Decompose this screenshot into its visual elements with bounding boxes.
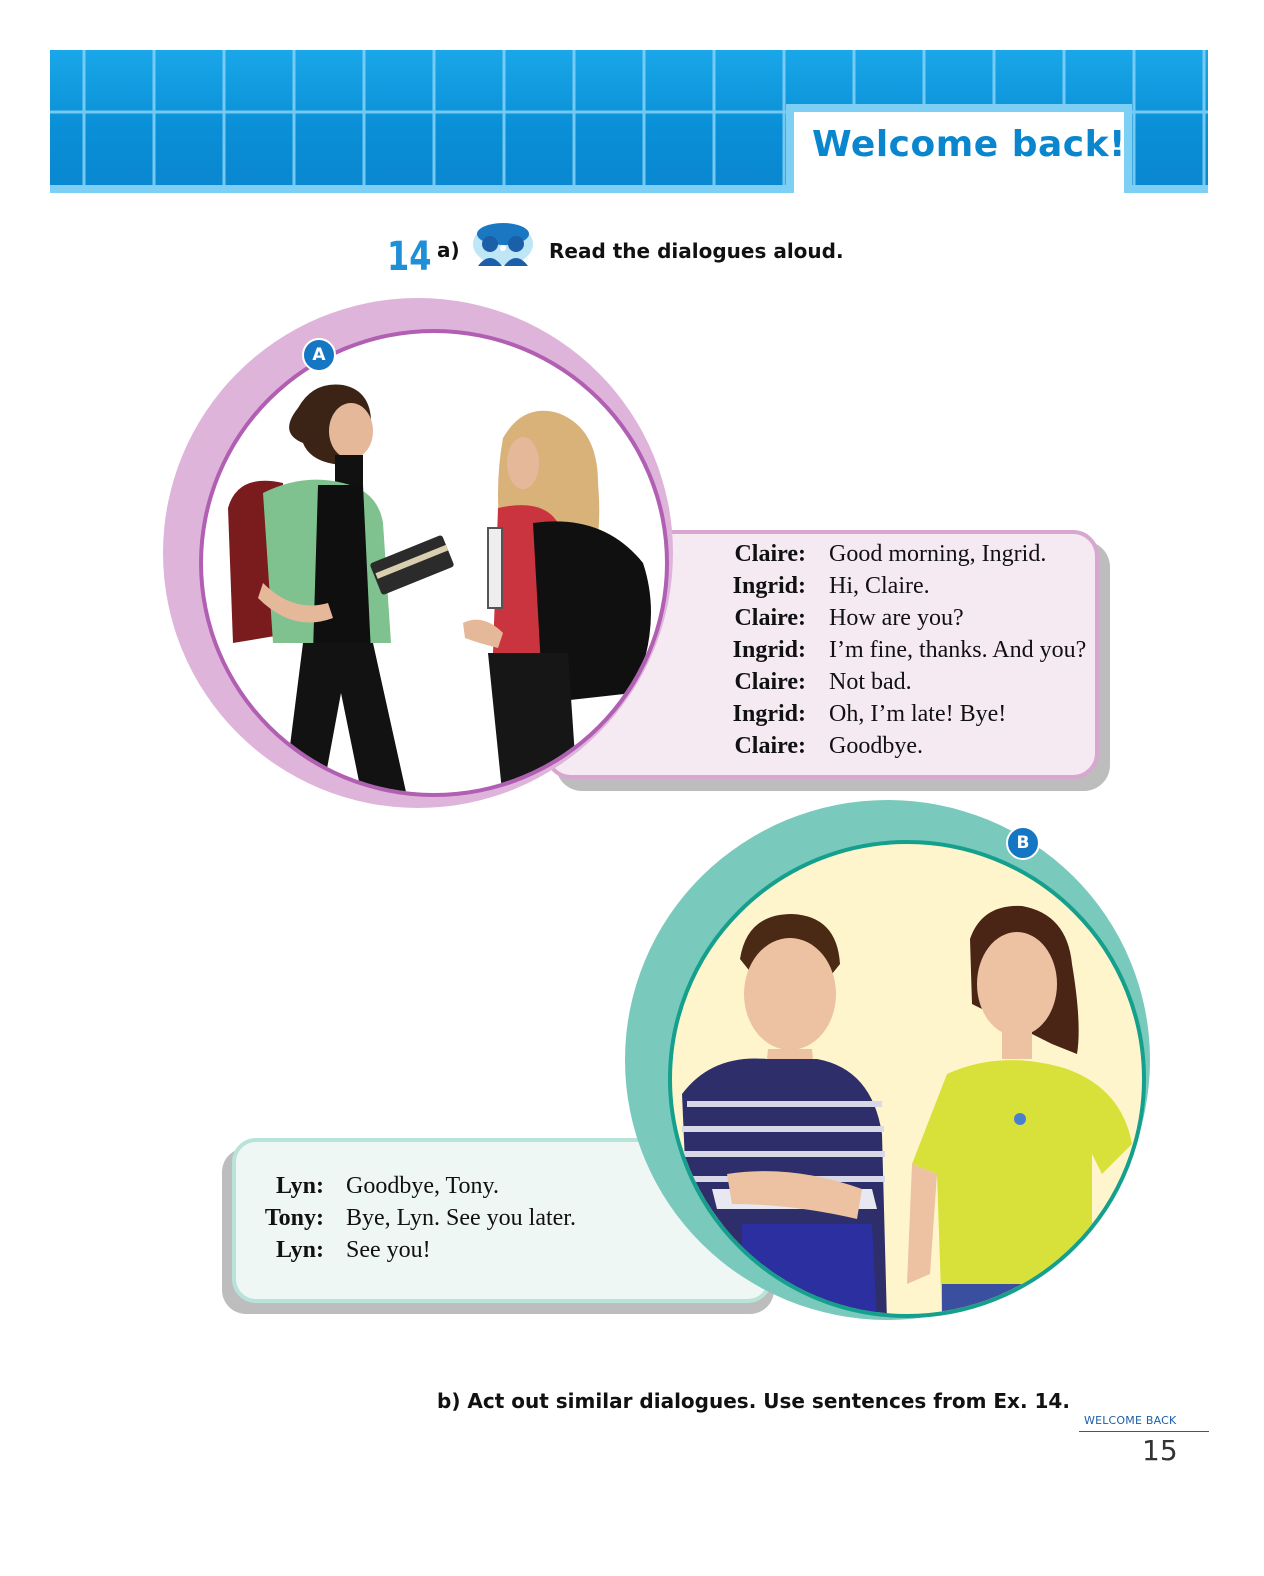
speaker-name: Claire:	[734, 669, 806, 695]
speaker-name: Ingrid:	[732, 573, 806, 599]
exercise-part-a-letter: a)	[437, 238, 460, 262]
dialogue-a-badge: A	[302, 338, 336, 372]
line-text: Good morning, Ingrid.	[829, 541, 1047, 567]
photo-a-illustration	[203, 333, 669, 797]
speaker-name: Tony:	[264, 1205, 324, 1231]
speaker-name: Ingrid:	[732, 637, 806, 663]
dialogue-b-badge: B	[1006, 826, 1040, 860]
speaker-name: Claire:	[734, 541, 806, 567]
speaker-name: Claire:	[734, 605, 806, 631]
page-title: Welcome back!	[812, 124, 1126, 165]
speaker-name: Lyn:	[275, 1237, 324, 1263]
exercise-number: 14	[387, 234, 432, 280]
line-text: Oh, I’m late! Bye!	[829, 701, 1007, 727]
speaking-pair-icon	[472, 222, 534, 268]
speaker-name: Ingrid:	[732, 701, 806, 727]
line-text: Hi, Claire.	[829, 573, 930, 599]
footer-section-label: WELCOME BACK	[1084, 1414, 1177, 1427]
photo-b	[668, 840, 1146, 1318]
line-text: How are you?	[829, 605, 964, 631]
speaker-name: Claire:	[734, 733, 806, 759]
line-text: See you!	[346, 1237, 431, 1263]
page-number: 15	[1142, 1434, 1178, 1467]
speaker-name: Lyn:	[275, 1173, 324, 1199]
line-text: Goodbye.	[829, 733, 923, 759]
line-text: Not bad.	[829, 669, 912, 695]
footer-divider	[1079, 1431, 1209, 1432]
line-text: Goodbye, Tony.	[346, 1173, 499, 1199]
photo-b-illustration	[672, 844, 1146, 1318]
line-text: Bye, Lyn. See you later.	[346, 1205, 576, 1231]
line-text: I’m fine, thanks. And you?	[829, 637, 1087, 663]
photo-a	[199, 329, 669, 797]
exercise-part-b-instruction: b) Act out similar dialogues. Use sentences from Ex. 14.	[437, 1389, 1070, 1413]
exercise-part-a-instruction: Read the dialogues aloud.	[549, 239, 844, 263]
